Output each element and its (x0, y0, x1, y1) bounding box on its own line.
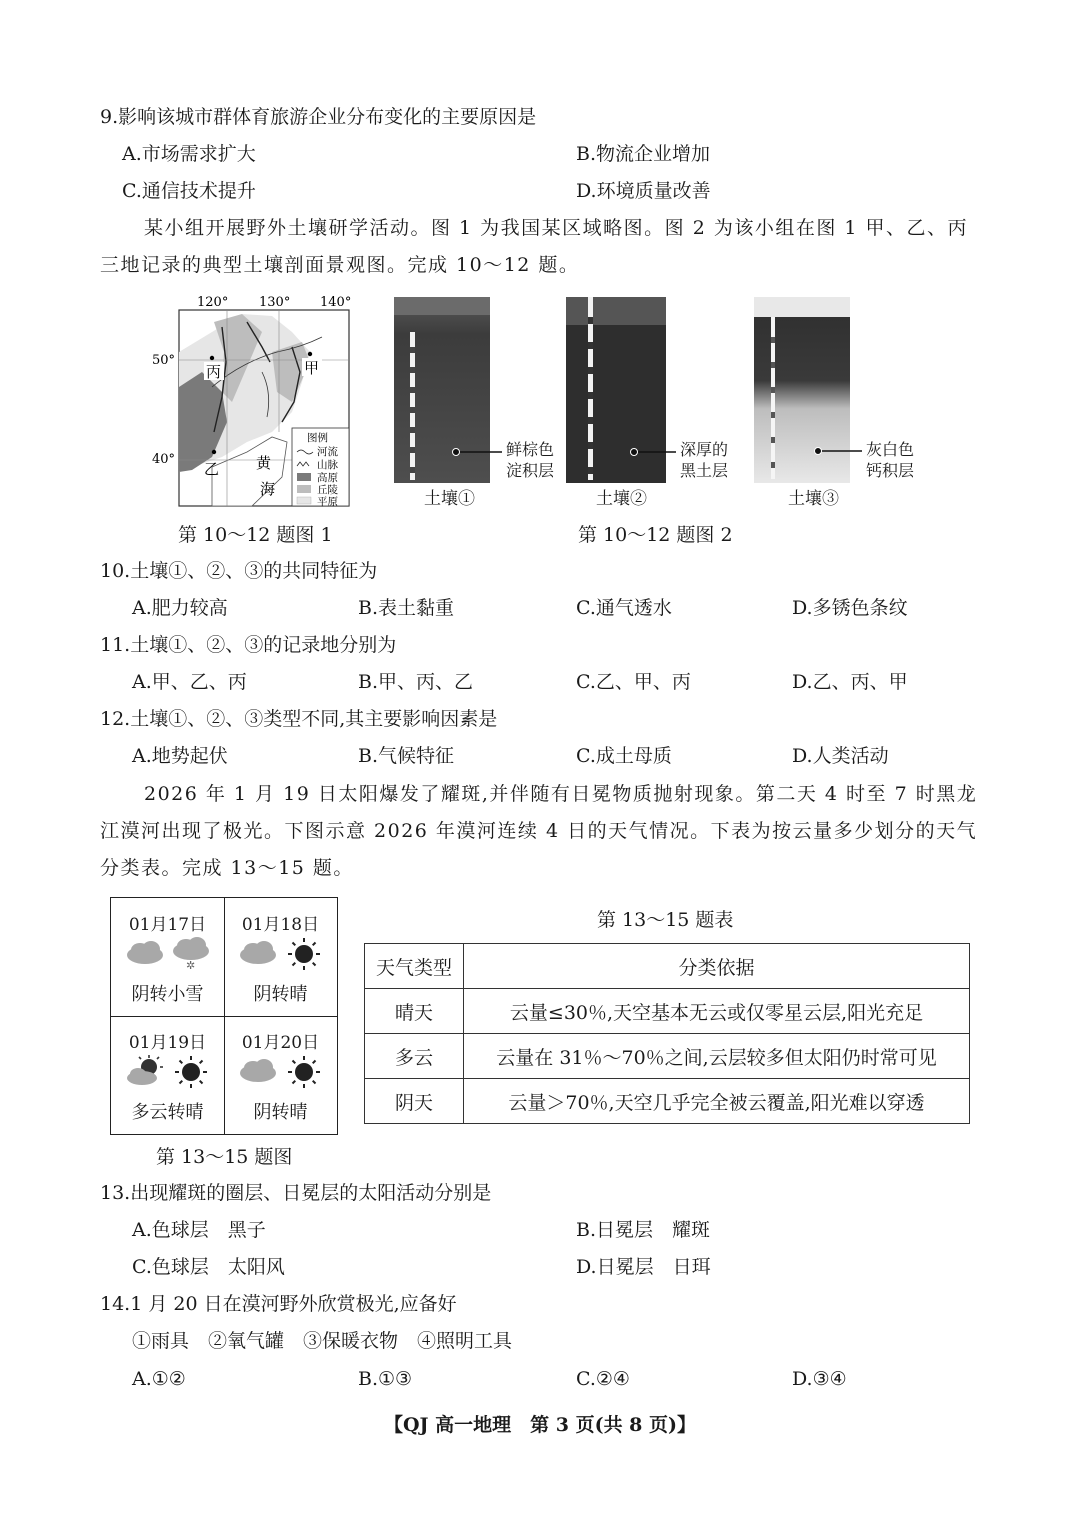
svg-text:✲: ✲ (186, 959, 196, 970)
table-header-row (365, 944, 970, 989)
weather-day-4 (224, 1016, 337, 1134)
table-cell: 晴天 (365, 989, 464, 1034)
table-cell: 阴天 (365, 1079, 464, 1124)
lat-label: 40° (152, 452, 176, 467)
lon-label: 120° (197, 295, 229, 310)
place-bing: 丙 (206, 363, 222, 381)
cloud-icon (125, 940, 165, 966)
partly-cloudy-icon (125, 1054, 165, 1088)
q12-option-b: B.气候特征 (358, 745, 455, 767)
table-cell: 多云 (365, 1034, 464, 1079)
q13-option-d: D.日冕层 日珥 (576, 1256, 711, 1278)
cloud-icon (238, 1058, 278, 1084)
weather-date: 01月19日 (128, 1033, 207, 1053)
q14-option-c: C.②④ (576, 1368, 630, 1390)
q12-option-c: C.成土母质 (576, 745, 672, 767)
fig2-caption: 第 10～12 题图 2 (578, 524, 733, 546)
sun-icon (286, 1054, 322, 1090)
weather-day-1 (111, 898, 224, 1016)
lat-label: 50° (152, 353, 176, 368)
legend-plateau: 高原 (317, 472, 338, 484)
sun-icon (286, 936, 322, 972)
soil-1-label: 土壤① (424, 489, 475, 509)
q10-stem: 10.土壤①、②、③的共同特征为 (100, 560, 378, 582)
sea-label-huang: 黄 (256, 454, 272, 472)
q13-option-a: A.色球层 黑子 (132, 1219, 266, 1241)
weather-day-3 (111, 1016, 224, 1134)
weather-date: 01月18日 (241, 915, 320, 935)
soil-3-note1: 灰白色 (866, 440, 915, 459)
table-header: 分类依据 (464, 944, 970, 989)
table-header: 天气类型 (365, 944, 464, 989)
legend-title: 图例 (307, 432, 328, 444)
q12-stem: 12.土壤①、②、③类型不同,其主要影响因素是 (100, 708, 498, 730)
q11-option-a: A.甲、乙、丙 (132, 671, 247, 693)
weather-desc: 阴转晴 (253, 984, 308, 1005)
q9-option-c: C.通信技术提升 (122, 180, 256, 202)
q14-option-a: A.①② (132, 1368, 186, 1390)
weather-desc: 多云转晴 (131, 1102, 204, 1123)
table-row (365, 1079, 970, 1124)
soil-3-note2: 钙积层 (866, 461, 915, 480)
table-row (365, 1034, 970, 1079)
q11-option-d: D.乙、丙、甲 (792, 671, 908, 693)
weather-day-2 (224, 898, 337, 1016)
q10-option-a: A.肥力较高 (132, 597, 228, 619)
soil-1-note2: 淀积层 (506, 461, 555, 480)
q13-stem: 13.出现耀斑的圈层、日冕层的太阳活动分别是 (100, 1182, 492, 1204)
q12-option-d: D.人类活动 (792, 745, 889, 767)
q9-stem: 9.影响该城市群体育旅游企业分布变化的主要原因是 (100, 106, 537, 128)
soil-2-label: 土壤② (596, 489, 647, 509)
q11-stem: 11.土壤①、②、③的记录地分别为 (100, 634, 397, 656)
q11-option-c: C.乙、甲、丙 (576, 671, 691, 693)
q9-option-b: B.物流企业增加 (576, 143, 711, 165)
cloud-icon (238, 940, 278, 966)
weather-desc: 阴转小雪 (131, 984, 204, 1005)
weather-date: 01月20日 (241, 1033, 320, 1053)
intro-13-15: 2026 年 1 月 19 日太阳爆发了耀斑,并伴随有日冕物质抛射现象。第二天 4 时至 7 时黑龙江漠河出现了极光。下图示意 2026 年漠河连续 4 日的天气情况。下表为按云量多少划分的天气分类表。完成 13～15 题。 (100, 783, 978, 879)
q13-option-c: C.色球层 太阳风 (132, 1256, 285, 1278)
intro-10-12: 某小组开展野外土壤研学活动。图 1 为我国某区域略图。图 2 为该小组在图 1 甲、乙、丙三地记录的典型土壤剖面景观图。完成 10～12 题。 (100, 217, 969, 276)
page-footer: 【QJ 高一地理 第 3 页(共 8 页)】 (383, 1414, 697, 1436)
weather-desc: 阴转晴 (253, 1102, 308, 1123)
soil-2-photo (566, 297, 666, 483)
weather-date: 01月17日 (128, 915, 207, 935)
q12-option-a: A.地势起伏 (132, 745, 228, 767)
snow-icon (171, 936, 211, 970)
q14-stem: 14.1 月 20 日在漠河野外欣赏极光,应备好 (100, 1293, 457, 1315)
table-row (365, 989, 970, 1034)
legend-river: 河流 (317, 446, 338, 458)
q14-option-b: B.①③ (358, 1368, 413, 1390)
q14-items: ①雨具 ②氧气罐 ③保暖衣物 ④照明工具 (132, 1330, 513, 1352)
table-title: 第 13～15 题表 (597, 909, 734, 931)
place-jia: 甲 (304, 359, 320, 377)
legend-hill: 丘陵 (317, 484, 338, 496)
fig1-caption: 第 10～12 题图 1 (178, 524, 333, 546)
weather-classification-table (364, 943, 970, 1124)
q11-option-b: B.甲、丙、乙 (358, 671, 474, 693)
region-map-figure (152, 292, 357, 512)
legend-plain: 平原 (317, 496, 338, 508)
q10-option-c: C.通气透水 (576, 597, 672, 619)
soil-3-photo (754, 297, 850, 483)
q9-option-d: D.环境质量改善 (576, 180, 711, 202)
weather-caption: 第 13～15 题图 (156, 1146, 293, 1168)
q10-option-d: D.多锈色条纹 (792, 597, 908, 619)
table-cell: 云量＞70％,天空几乎完全被云覆盖,阳光难以穿透 (464, 1079, 970, 1124)
table-cell: 云量≤30％,天空基本无云或仅零星云层,阳光充足 (464, 989, 970, 1034)
q14-option-d: D.③④ (792, 1368, 847, 1390)
sea-label-hai: 海 (260, 480, 276, 498)
sun-icon (173, 1054, 209, 1090)
soil-3-label: 土壤③ (788, 489, 839, 509)
table-cell: 云量在 31％～70％之间,云层较多但太阳仍时常可见 (464, 1034, 970, 1079)
q9-option-a: A.市场需求扩大 (122, 143, 256, 165)
lon-label: 130° (259, 295, 291, 310)
q13-option-b: B.日冕层 耀斑 (576, 1219, 711, 1241)
weather-figure (110, 897, 338, 1135)
q10-option-b: B.表土黏重 (358, 597, 455, 619)
soil-1-photo (394, 297, 490, 483)
place-yi: 乙 (204, 460, 220, 478)
lon-label: 140° (320, 295, 352, 310)
soil-2-note1: 深厚的 (680, 440, 729, 459)
soil-2-note2: 黑土层 (680, 461, 729, 480)
legend-mountain: 山脉 (317, 459, 338, 471)
soil-1-note1: 鲜棕色 (506, 440, 555, 459)
